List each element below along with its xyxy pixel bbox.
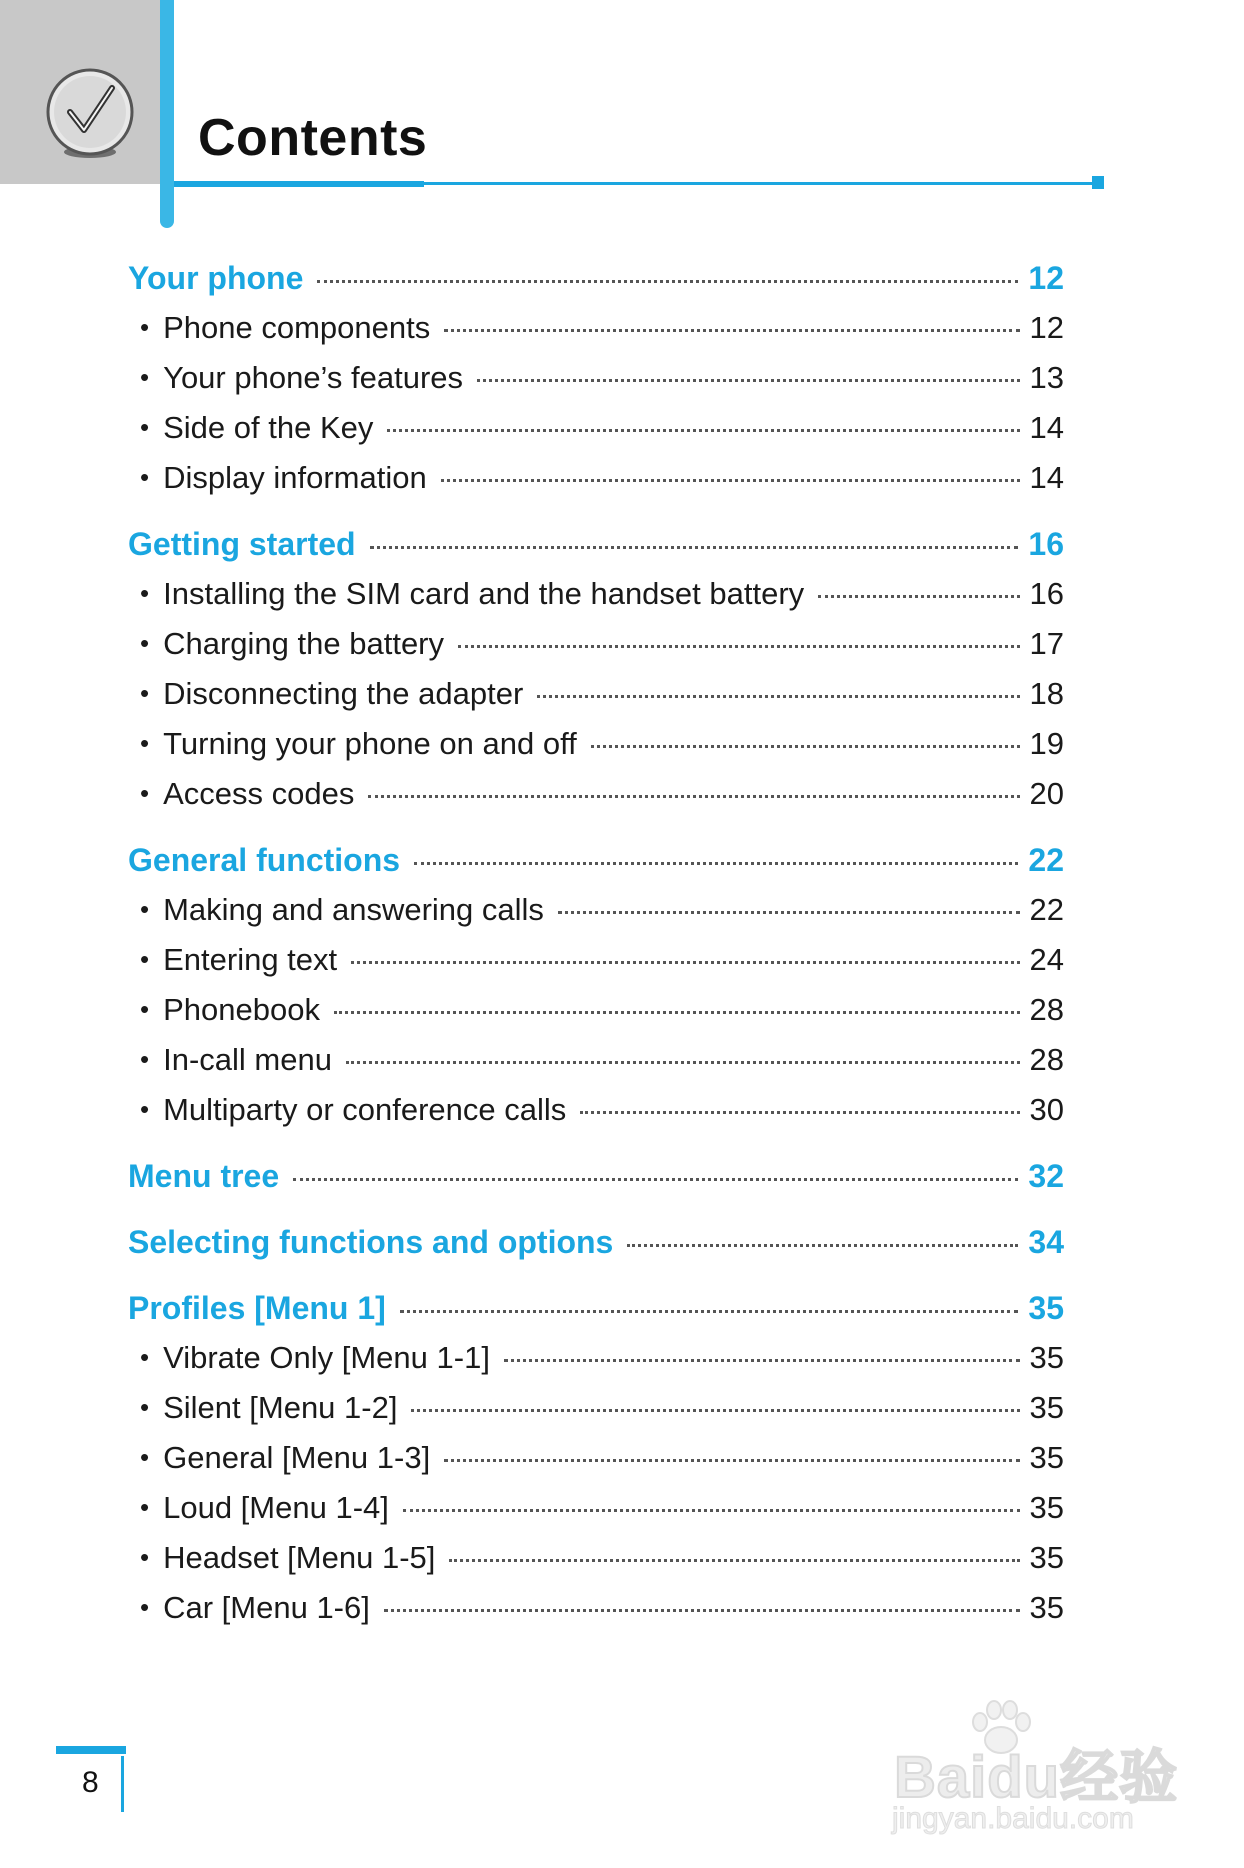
toc-item-label: Disconnecting the adapter [163,676,524,711]
toc-section-title: Profiles [Menu 1] [128,1290,386,1326]
dot-leader [444,1459,1019,1462]
toc-item[interactable] [128,576,1064,626]
toc-item-label: Access codes [163,776,355,811]
dot-leader [414,862,1018,865]
dot-leader [293,1178,1018,1181]
checkmark-badge-icon [44,68,136,164]
toc-item-page: 28 [1029,1042,1064,1077]
toc-item[interactable] [128,410,1064,460]
toc-item[interactable] [128,360,1064,410]
toc-item[interactable] [128,1340,1064,1390]
toc-item-page: 22 [1029,892,1064,927]
toc-item-page: 35 [1029,1540,1064,1575]
toc-item-page: 13 [1029,360,1064,395]
toc-item-label: General [Menu 1-3] [163,1440,431,1475]
toc-item-page: 18 [1029,676,1064,711]
toc-item-label: Multiparty or conference calls [163,1092,567,1127]
watermark-brand: Baidu经验 [894,1745,1179,1810]
bullet-icon: • [140,1592,150,1622]
watermark-url: jingyan.baidu.com [892,1802,1134,1835]
toc-item[interactable] [128,726,1064,776]
toc-section[interactable] [128,260,1064,310]
bullet-icon: • [140,994,150,1024]
toc-section[interactable] [128,1224,1064,1274]
bullet-icon: • [140,1492,150,1522]
bullet-icon: • [140,778,150,808]
dot-leader [444,329,1019,332]
toc-item-label: Your phone’s features [163,360,464,395]
page-number: 8 [82,1766,99,1799]
title-rule-end [1092,176,1104,189]
toc-section-page: 12 [1028,260,1064,296]
dot-leader [558,911,1020,914]
bullet-icon: • [140,1392,150,1422]
toc-item[interactable] [128,460,1064,510]
toc-item-page: 14 [1029,410,1064,445]
folio-vertical-line [121,1756,124,1812]
bullet-icon: • [140,312,150,342]
bullet-icon: • [140,1094,150,1124]
bullet-icon: • [140,1342,150,1372]
dot-leader [477,379,1020,382]
toc-item[interactable] [128,1490,1064,1540]
bullet-icon: • [140,1542,150,1572]
dot-leader [370,546,1019,549]
dot-leader [441,479,1020,482]
bullet-icon: • [140,894,150,924]
dot-leader [627,1244,1018,1247]
toc-item[interactable] [128,626,1064,676]
toc-item-label: Car [Menu 1-6] [163,1590,370,1625]
toc-item[interactable] [128,1042,1064,1092]
toc-item-label: Charging the battery [163,626,445,661]
toc-item[interactable] [128,892,1064,942]
dot-leader [818,595,1019,598]
toc-item-page: 20 [1029,776,1064,811]
toc-item-label: Turning your phone on and off [163,726,577,761]
toc-item-page: 19 [1029,726,1064,761]
bullet-icon: • [140,462,150,492]
toc-item[interactable] [128,1590,1064,1640]
toc-item-label: Loud [Menu 1-4] [163,1490,389,1525]
toc-item-page: 12 [1029,310,1064,345]
toc-section-title: Your phone [128,260,304,296]
toc-section[interactable] [128,526,1064,576]
toc-item[interactable] [128,776,1064,826]
toc-item-label: Phonebook [163,992,320,1027]
toc-section-page: 34 [1028,1224,1064,1260]
dot-leader [400,1310,1019,1313]
toc-item-label: Vibrate Only [Menu 1-1] [163,1340,490,1375]
dot-leader [580,1111,1019,1114]
page-title: Contents [198,109,428,167]
dot-leader [411,1409,1019,1412]
toc-item-label: Side of the Key [163,410,374,445]
dot-leader [368,795,1019,798]
toc-item[interactable] [128,310,1064,360]
bullet-icon: • [140,578,150,608]
toc-item-page: 35 [1029,1490,1064,1525]
toc-item-label: Entering text [163,942,338,977]
toc-item-label: Headset [Menu 1-5] [163,1540,436,1575]
toc-item-page: 14 [1029,460,1064,495]
toc-item[interactable] [128,1092,1064,1142]
toc-item-label: Installing the SIM card and the handset battery [163,576,805,611]
toc-item-page: 35 [1029,1440,1064,1475]
dot-leader [384,1609,1020,1612]
toc-item[interactable] [128,676,1064,726]
toc-item[interactable] [128,992,1064,1042]
bullet-icon: • [140,678,150,708]
toc-item-page: 24 [1029,942,1064,977]
toc-item[interactable] [128,1390,1064,1440]
watermark [886,1700,1186,1840]
vertical-accent-bar [160,0,174,228]
title-rule-thick [174,181,424,187]
dot-leader [458,645,1020,648]
dot-leader [537,695,1019,698]
toc-item-label: In-call menu [163,1042,332,1077]
folio-line [56,1746,126,1754]
toc-section[interactable] [128,842,1064,892]
toc-item-page: 16 [1029,576,1064,611]
dot-leader [334,1011,1020,1014]
dot-leader [504,1359,1020,1362]
toc-item-label: Display information [163,460,427,495]
bullet-icon: • [140,944,150,974]
toc-item-page: 35 [1029,1340,1064,1375]
toc-item-label: Phone components [163,310,431,345]
dot-leader [346,1061,1020,1064]
toc-section-title: General functions [128,842,401,878]
toc-section[interactable] [128,1290,1064,1340]
toc-section-page: 22 [1028,842,1064,878]
toc-item[interactable] [128,942,1064,992]
toc-section[interactable] [128,1158,1064,1208]
toc-section-page: 16 [1028,526,1064,562]
bullet-icon: • [140,628,150,658]
dot-leader [449,1559,1019,1562]
dot-leader [387,429,1019,432]
bullet-icon: • [140,362,150,392]
toc-item-page: 17 [1029,626,1064,661]
toc-item-label: Making and answering calls [163,892,544,927]
bullet-icon: • [140,1442,150,1472]
table-of-contents [128,260,1064,1640]
toc-item-page: 35 [1029,1390,1064,1425]
dot-leader [351,961,1019,964]
toc-item[interactable] [128,1440,1064,1490]
toc-item[interactable] [128,1540,1064,1590]
toc-item-page: 35 [1029,1590,1064,1625]
toc-section-title: Selecting functions and options [128,1224,614,1260]
bullet-icon: • [140,412,150,442]
toc-section-page: 35 [1028,1290,1064,1326]
toc-section-title: Getting started [128,526,356,562]
toc-section-page: 32 [1028,1158,1064,1194]
dot-leader [403,1509,1020,1512]
dot-leader [317,280,1018,283]
toc-item-label: Silent [Menu 1-2] [163,1390,398,1425]
dot-leader [591,745,1020,748]
toc-item-page: 30 [1029,1092,1064,1127]
toc-section-title: Menu tree [128,1158,280,1194]
toc-item-page: 28 [1029,992,1064,1027]
bullet-icon: • [140,1044,150,1074]
bullet-icon: • [140,728,150,758]
